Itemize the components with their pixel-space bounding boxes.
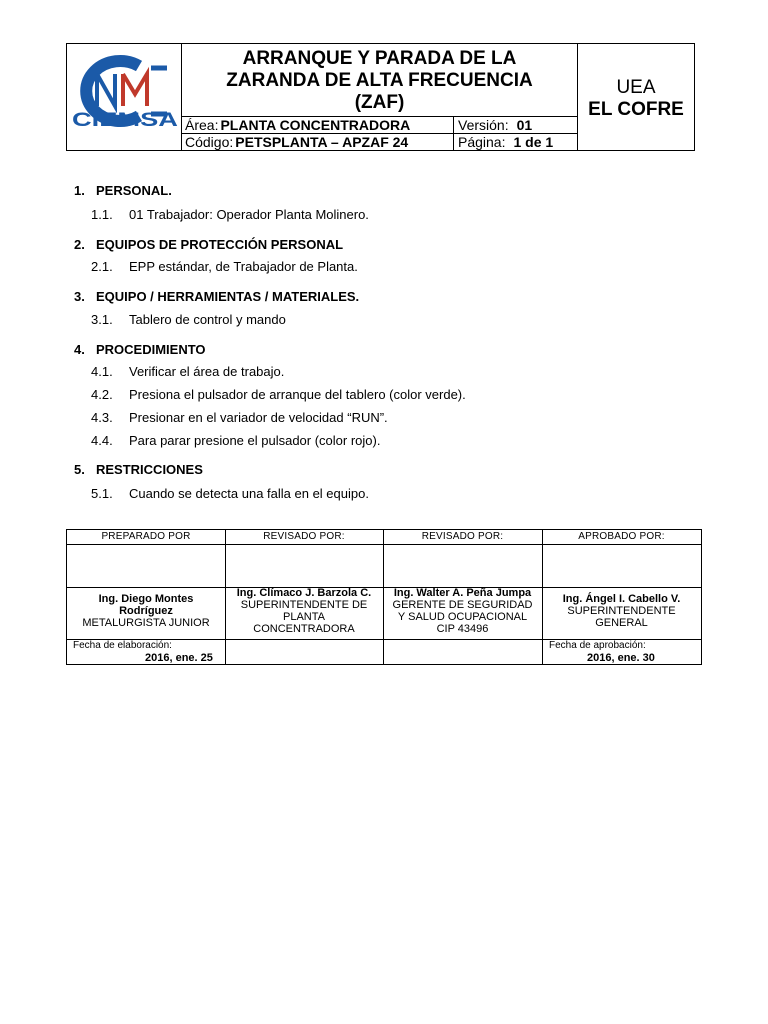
list-item: 2.1. EPP estándar, de Trabajador de Planta. bbox=[91, 259, 358, 274]
unit-line-2: EL COFRE bbox=[588, 99, 684, 120]
approver-block bbox=[542, 587, 701, 639]
prepared-date-label: Fecha de elaboración: bbox=[73, 640, 172, 651]
code-label: Código: bbox=[185, 134, 234, 150]
preparer-name: Ing. Diego Montes bbox=[98, 593, 194, 605]
reviewer-1-role: SUPERINTENDENTE DE bbox=[240, 599, 368, 611]
title-line-1: ARRANQUE Y PARADA DE LA bbox=[242, 48, 517, 69]
section-heading: 5. RESTRICCIONES bbox=[74, 462, 203, 477]
list-item: 5.1. Cuando se detecta una falla en el equipo. bbox=[91, 486, 369, 501]
version-label: Versión: bbox=[458, 117, 509, 133]
list-item: 4.4. Para parar presione el pulsador (color rojo). bbox=[91, 433, 381, 448]
approver-role: GENERAL bbox=[595, 617, 648, 629]
reviewer-1-name: Ing. Clímaco J. Barzola C. bbox=[236, 587, 372, 599]
area-row bbox=[182, 117, 577, 134]
page-value: 1 de 1 bbox=[513, 134, 554, 150]
reviewer-1-role: PLANTA bbox=[283, 611, 325, 623]
area-value: PLANTA CONCENTRADORA bbox=[220, 117, 411, 133]
page-label: Página: bbox=[458, 134, 506, 150]
reviewer-1-block bbox=[225, 587, 383, 639]
list-item: 3.1. Tablero de control y mando bbox=[91, 312, 286, 327]
reviewer-2-name: Ing. Walter A. Peña Jumpa bbox=[393, 587, 532, 599]
area-label: Área: bbox=[185, 117, 219, 133]
preparer-name: Rodríguez bbox=[119, 605, 173, 617]
list-item: 4.1. Verificar el área de trabajo. bbox=[91, 364, 285, 379]
approved-date-label: Fecha de aprobación: bbox=[549, 640, 646, 651]
approved-by-header: APROBADO POR: bbox=[578, 531, 665, 542]
code-row bbox=[182, 134, 577, 150]
signature-table bbox=[66, 529, 702, 665]
unit-cell bbox=[577, 44, 694, 150]
list-item: 4.2. Presiona el pulsador de arranque del tablero (color verde). bbox=[91, 387, 466, 402]
reviewer-2-role: CIP 43496 bbox=[436, 623, 489, 635]
title-line-2: ZARANDA DE ALTA FRECUENCIA bbox=[226, 70, 533, 91]
logo-cell bbox=[67, 44, 182, 150]
logo-brand-text: CIEMSA bbox=[72, 110, 179, 131]
reviewed-by-header: REVISADO POR: bbox=[421, 531, 504, 542]
section-heading: 3. EQUIPO / HERRAMIENTAS / MATERIALES. bbox=[74, 289, 360, 304]
approver-name: Ing. Ángel I. Cabello V. bbox=[562, 593, 681, 605]
reviewer-2-role: GERENTE DE SEGURIDAD bbox=[392, 599, 533, 611]
list-item: 4.3. Presionar en el variador de velocidad “RUN”. bbox=[91, 410, 388, 425]
document-header bbox=[66, 43, 695, 151]
document-title bbox=[182, 44, 577, 117]
preparer-block bbox=[67, 587, 225, 639]
approved-date-value: 2016, ene. 30 bbox=[587, 652, 655, 664]
version-value: 01 bbox=[516, 117, 533, 133]
approver-role: SUPERINTENDENTE bbox=[567, 605, 676, 617]
reviewed-by-header: REVISADO POR: bbox=[263, 531, 345, 542]
section-heading: 4. PROCEDIMIENTO bbox=[74, 342, 206, 357]
ciemsa-logo bbox=[67, 44, 182, 150]
prepared-date-value: 2016, ene. 25 bbox=[145, 652, 213, 664]
reviewer-2-role: Y SALUD OCUPACIONAL bbox=[397, 611, 528, 623]
code-value: PETSPLANTA – APZAF 24 bbox=[235, 134, 409, 150]
preparer-role: METALURGISTA JUNIOR bbox=[82, 617, 210, 629]
reviewer-1-role: CONCENTRADORA bbox=[253, 623, 355, 635]
title-line-3: (ZAF) bbox=[354, 92, 405, 113]
prepared-by-header: PREPARADO POR bbox=[101, 531, 191, 542]
section-heading: 2. EQUIPOS DE PROTECCIÓN PERSONAL bbox=[74, 237, 344, 252]
unit-line-1: UEA bbox=[616, 77, 656, 98]
list-item: 1.1. 01 Trabajador: Operador Planta Molinero. bbox=[91, 207, 369, 222]
section-heading: 1. PERSONAL. bbox=[74, 183, 172, 198]
reviewer-2-block bbox=[383, 587, 542, 639]
